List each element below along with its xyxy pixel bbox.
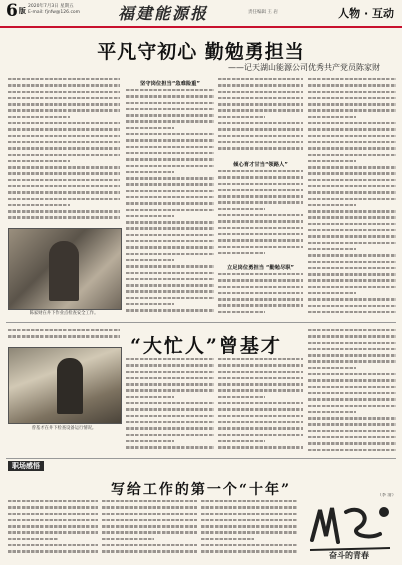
story1-subtitle-3: 立足岗位勇担当 “勤勉尽职” [226, 265, 295, 271]
story1-body-col-3b [218, 168, 303, 260]
essay-body-col-2 [102, 498, 197, 560]
youth-art-text: 奋斗的青春 [329, 550, 369, 560]
story2-photo [8, 347, 122, 424]
newspaper-masthead: 福建能源报 [118, 4, 209, 23]
story1-photo-caption: 陈家财在井下作业点检查安全工作。 [29, 311, 99, 316]
story1-photo [8, 228, 122, 310]
story2-intro [8, 327, 120, 345]
story1-body-col-1 [8, 76, 120, 224]
story2-headline: “大忙人”曾基才 [130, 335, 282, 357]
divider [6, 458, 396, 459]
story1-body-col-3a [218, 76, 303, 156]
story2-body-col-1 [126, 356, 214, 456]
column-label: 职场感悟 [8, 461, 44, 471]
story2-body-col-2 [218, 356, 303, 456]
story2-photo-caption: 曾基才在井下检查设备运行情况。 [31, 426, 97, 431]
story1-body-col-3c [218, 271, 303, 317]
essay-byline: （李 清） [377, 493, 396, 498]
story1-subhead: ——记天湖山能源公司优秀共产党员陈家财 [228, 63, 380, 72]
editor-credit: 责任编辑 王 岩 [248, 10, 278, 15]
essay-title: 写给工作的第一个“十年” [110, 482, 292, 498]
story1-subtitle-1: 坚守岗位担当“急难险重” [140, 81, 200, 87]
page-number: $6^版$ [6, 1, 26, 21]
divider [6, 322, 396, 323]
story2-body-col-3 [308, 327, 396, 456]
date-line: 2020年7月3日 星期五 E-mail: fjnfw@126.com [28, 4, 81, 15]
story1-body-col-2 [126, 87, 214, 317]
page-header [0, 0, 402, 28]
story1-headline: 平凡守初心 勤勉勇担当 [97, 41, 305, 63]
story1-subtitle-2: 倾心育才甘当“领路人” [233, 162, 288, 168]
section-title: 人物 · 互动 [338, 7, 394, 20]
essay-body-col-3 [201, 498, 297, 560]
story1-body-col-4 [308, 76, 396, 317]
youth-calligraphy-art [302, 490, 396, 560]
essay-body-col-1 [8, 498, 98, 560]
